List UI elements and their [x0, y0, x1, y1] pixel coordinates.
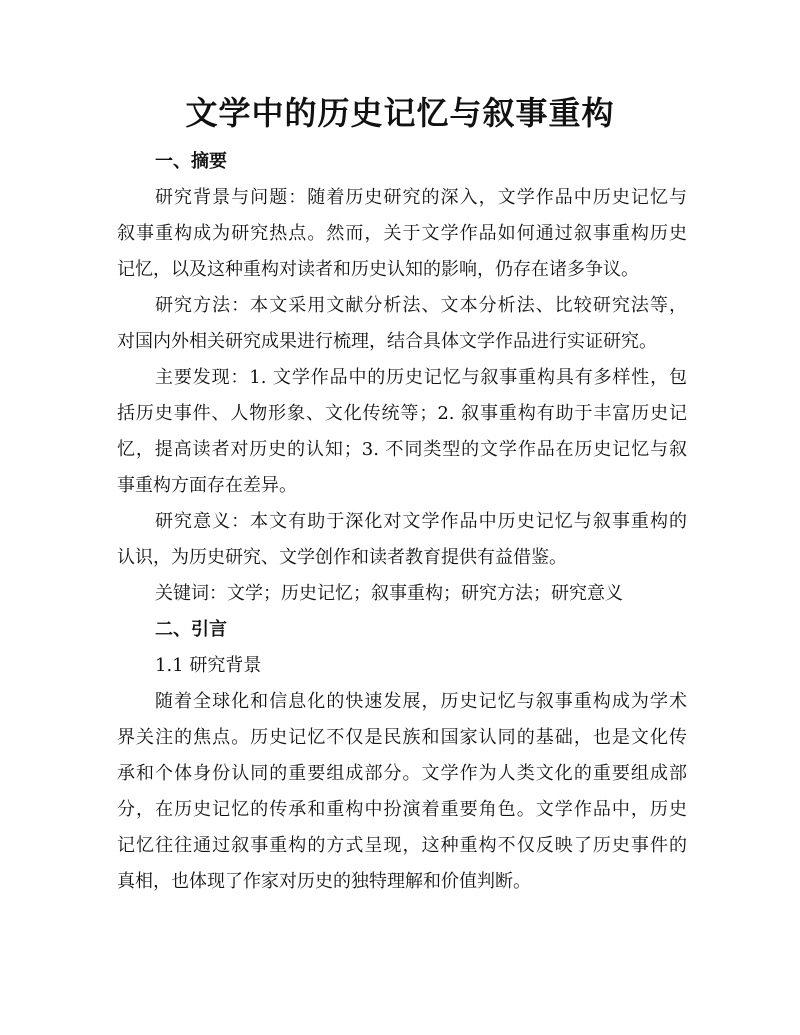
paragraph-line: 随着全球化和信息化的快速发展，历史记忆与叙事重构成为学术	[155, 691, 687, 712]
paragraph-line: 真相，也体现了作家对历史的独特理解和价值判断。	[117, 871, 531, 892]
document-title: 文学中的历史记忆与叙事重构	[185, 94, 615, 132]
paragraph-line: 承和个体身份认同的重要组成部分。文学作为人类文化的重要组成部	[117, 763, 687, 784]
paragraph-line: 记忆，以及这种重构对读者和历史认知的影响，仍存在诸多争议。	[117, 259, 639, 280]
paragraph-line: 记忆往往通过叙事重构的方式呈现，这种重构不仅反映了历史事件的	[117, 835, 687, 856]
keywords-line: 关键词：文学；历史记忆；叙事重构；研究方法；研究意义	[155, 583, 623, 604]
paragraph-line: 主要发现：1. 文学作品中的历史记忆与叙事重构具有多样性，包	[155, 367, 687, 388]
paragraph-line: 事重构方面存在差异。	[117, 475, 297, 496]
paragraph-line: 分，在历史记忆的传承和重构中扮演着重要角色。文学作品中，历史	[117, 799, 687, 820]
section-heading-introduction: 二、引言	[155, 619, 227, 640]
paragraph-line: 括历史事件、人物形象、文化传统等；2. 叙事重构有助于丰富历史记	[117, 403, 687, 424]
paragraph-line: 叙事重构成为研究热点。然而，关于文学作品如何通过叙事重构历史	[117, 223, 687, 244]
paragraph-line: 忆，提高读者对历史的认知；3. 不同类型的文学作品在历史记忆与叙	[117, 439, 687, 460]
paragraph-line: 对国内外相关研究成果进行梳理，结合具体文学作品进行实证研究。	[117, 331, 657, 352]
paragraph-line: 研究背景与问题：随着历史研究的深入，文学作品中历史记忆与	[155, 187, 687, 208]
paragraph-line: 认识，为历史研究、文学创作和读者教育提供有益借鉴。	[117, 547, 567, 568]
paragraph-line: 界关注的焦点。历史记忆不仅是民族和国家认同的基础，也是文化传	[117, 727, 687, 748]
paragraph-line: 研究意义：本文有助于深化对文学作品中历史记忆与叙事重构的	[155, 511, 687, 532]
subsection-heading: 1.1 研究背景	[155, 655, 262, 676]
paragraph-line: 研究方法：本文采用文献分析法、文本分析法、比较研究法等，	[155, 295, 687, 316]
section-heading-abstract: 一、摘要	[155, 151, 227, 172]
